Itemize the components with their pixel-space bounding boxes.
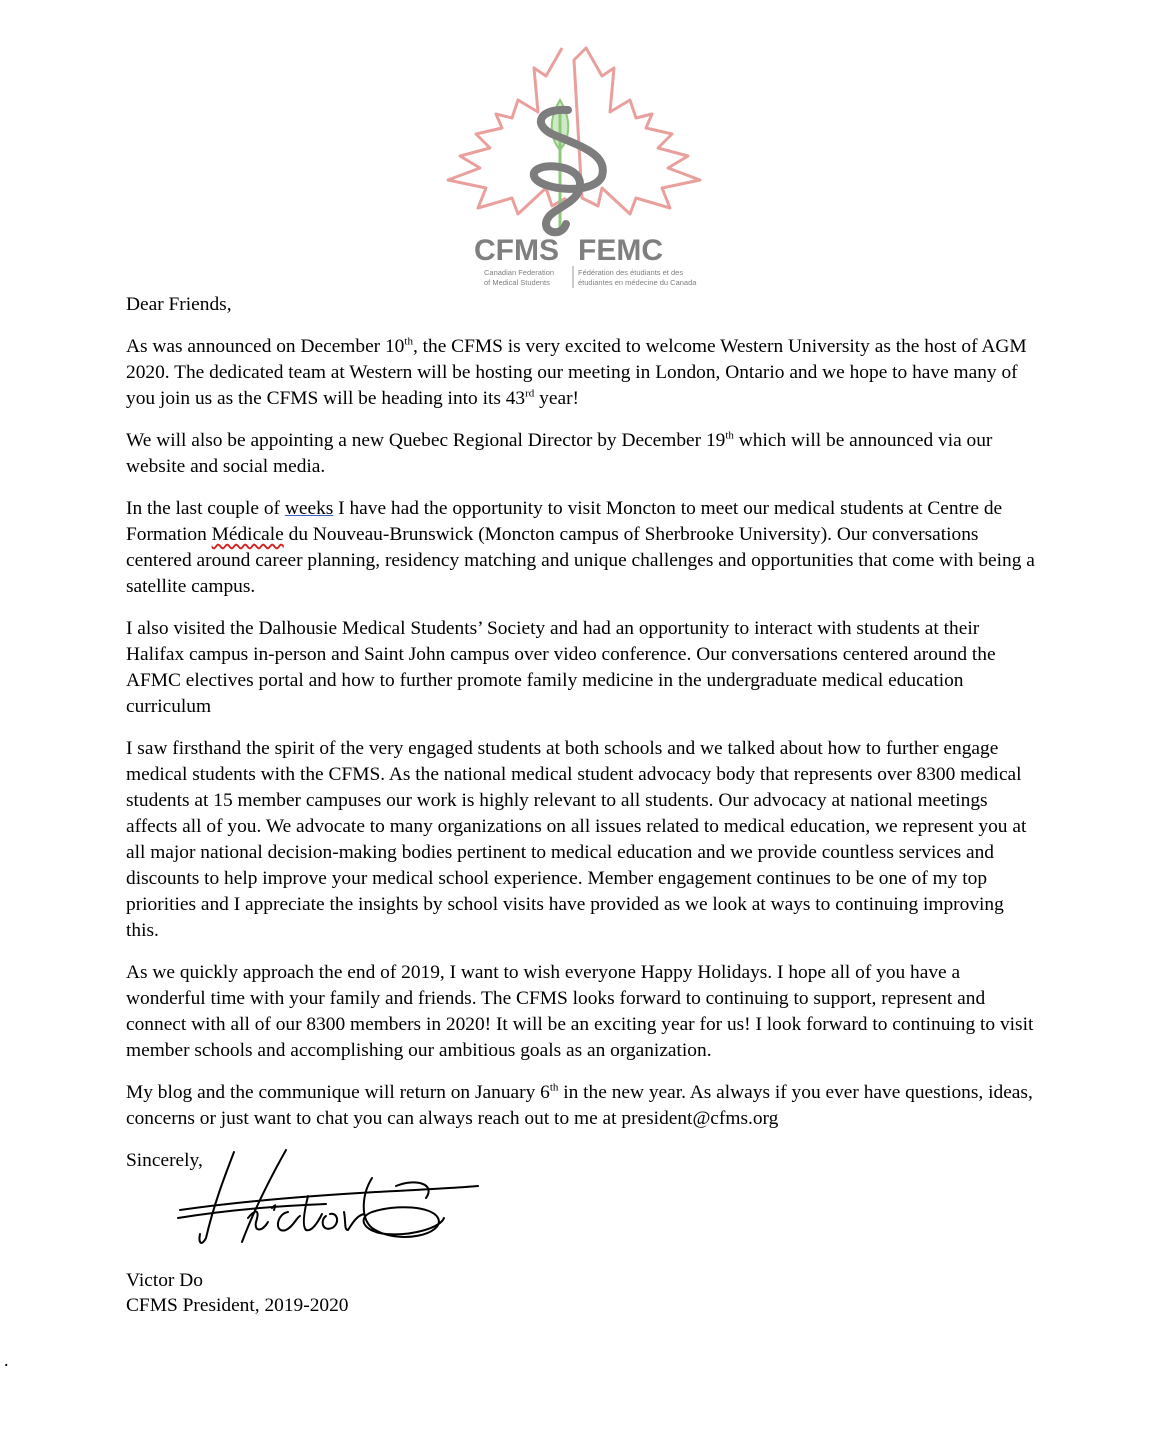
paragraph-quebec-director xyxy=(126,428,1036,480)
cfms-femc-logo xyxy=(430,38,720,290)
p2-text-a: We will also be appointing a new Quebec Regional Director by December 19 xyxy=(126,430,726,451)
logo-subtitle-en-1: Canadian Federation xyxy=(484,268,555,277)
p7-text-a: My blog and the communique will return on January 6 xyxy=(126,1082,550,1103)
handwritten-signature xyxy=(176,1148,482,1252)
logo-name-en: CFMS xyxy=(474,234,559,267)
p7-sup-a: th xyxy=(549,1081,559,1094)
p1-text-b: , the CFMS is very excited to welcome Western University as the host of AGM 2020. The dedicated team at Western will be hosting our meeting in London, Ontario and we hope to have many of you join us as the CFMS will be heading into its 43 xyxy=(126,336,1027,409)
p3-misspelled-word: Médicale xyxy=(211,524,284,545)
p3-text-b: I have had the opportunity to visit Moncton to meet our medical students at Centre de Formation xyxy=(126,498,1003,545)
logo-subtitle-en-2: of Medical Students xyxy=(484,278,550,287)
signer-name: Victor Do xyxy=(126,1270,203,1291)
closing: Sincerely, xyxy=(126,1150,203,1171)
p1-text-c: year! xyxy=(534,388,579,409)
paragraph-moncton xyxy=(126,496,1036,600)
logo-subtitle-fr-2: étudiantes en médecine du Canada xyxy=(578,278,697,287)
p7-text-b: in the new year. As always if you ever have questions, ideas, concerns or just want to chat you can always reach out to me at president@cfms.org xyxy=(126,1082,1033,1129)
signature-block xyxy=(126,1268,348,1318)
signer-title: CFMS President, 2019-2020 xyxy=(126,1295,349,1316)
p2-sup-a: th xyxy=(725,429,734,442)
p3-underlined-word: weeks xyxy=(284,498,334,519)
greeting: Dear Friends, xyxy=(126,294,232,315)
letter-body xyxy=(126,292,1036,1174)
logo-name-fr: FEMC xyxy=(578,234,663,267)
paragraph-engagement: I saw firsthand the spirit of the very engaged students at both schools and we talked about how to further engage medical students with the CFMS. As the national medical student advocacy body that represents over 8300 medical students at 15 member campuses our work is highly relevant to all students. Our advocacy at national meetings affects all of you. We advocate to many organizations on all issues related to medical education, we represent you at all major national decision-making bodies pertinent to medical education and we provide countless services and discounts to help improve your medical school experience. Member engagement continues to be one of my top priorities and I appreciate the insights by school visits have provided as we look at ways to continuing improving this. xyxy=(126,738,1027,941)
paragraph-holidays: As we quickly approach the end of 2019, I want to wish everyone Happy Holidays. I hope all of you have a wonderful time with your family and friends. The CFMS looks forward to continuing to support, represent and connect with all of our 8300 members in 2020! It will be an exciting year for us! I look forward to continuing to visit member schools and accomplishing our ambitious goals as an organization. xyxy=(126,962,1034,1061)
p1-sup-a: th xyxy=(404,335,413,348)
p1-text-a: As was announced on December 10 xyxy=(126,336,405,357)
paragraph-dalhousie: I also visited the Dalhousie Medical Students’ Society and had an opportunity to interact with students at their Halifax campus in-person and Saint John campus over video conference. Our conversations centered around the AFMC electives portal and how to further promote family medicine in the undergraduate medical education curriculum xyxy=(126,618,996,717)
logo-subtitle-fr-1: Fédération des étudiants et des xyxy=(578,268,684,277)
paragraph-agm xyxy=(126,334,1036,412)
paragraph-blog xyxy=(126,1080,1036,1132)
stray-mark: . xyxy=(4,1350,9,1370)
p2-text-b: which will be announced via our website and social media. xyxy=(126,430,993,477)
p3-text-c: du Nouveau-Brunswick (Moncton campus of Sherbrooke University). Our conversations centered around career planning, residency matching and unique challenges and opportunities that come with being a satellite campus. xyxy=(126,524,1035,597)
p1-sup-b: rd xyxy=(525,387,535,400)
p3-text-a: In the last couple of xyxy=(126,498,285,519)
